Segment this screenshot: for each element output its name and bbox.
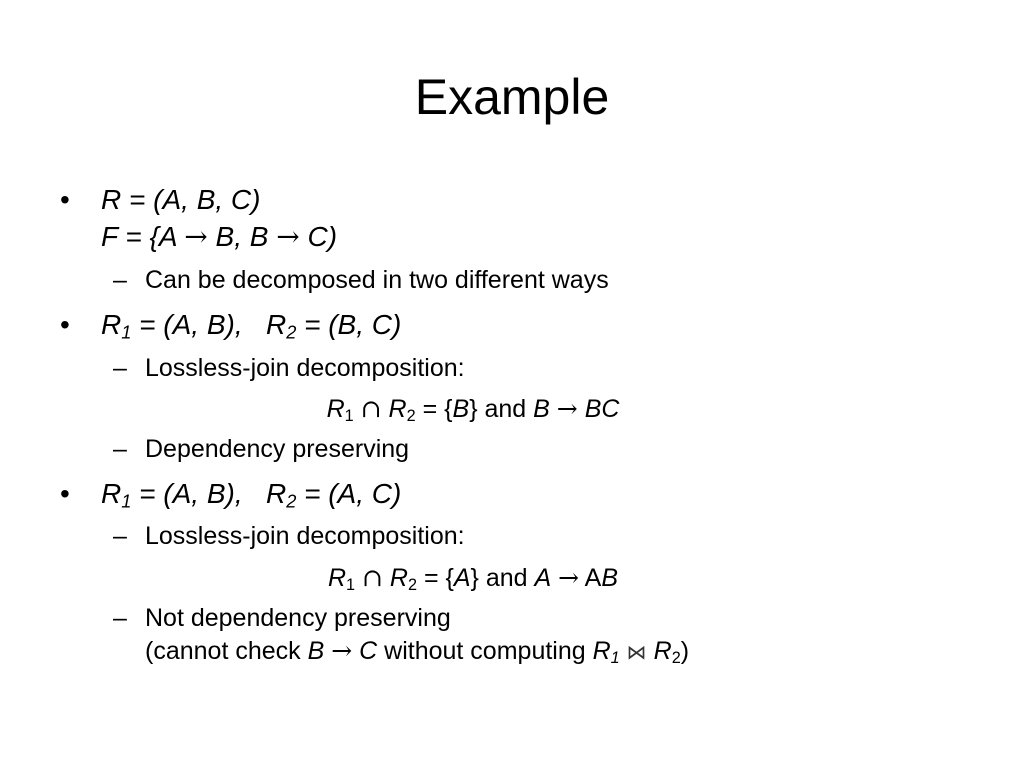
dash-marker: – (113, 435, 127, 463)
functional-dependencies (101, 220, 337, 254)
relation-r2-value: = (B, C) (296, 309, 402, 340)
relation-schema-text: R = (A, B, C) (101, 184, 261, 215)
brace-and: } and (470, 564, 535, 592)
slide-title: Example (414, 69, 610, 125)
fd-rhs: C (359, 637, 378, 665)
brace-and: } and (469, 395, 534, 423)
bullet-marker: • (60, 309, 70, 340)
fd-end: C) (307, 221, 338, 252)
common-attribute: A (453, 564, 471, 592)
subscript: 1 (610, 649, 620, 668)
lossless-join-label: Lossless-join decomposition: (145, 522, 465, 550)
relation-r1: R (327, 564, 346, 592)
arrow-icon: → (184, 220, 208, 253)
arrow-icon: → (556, 394, 578, 423)
note-middle: without computing (377, 637, 593, 665)
natural-join-icon: ⋈ (626, 640, 647, 664)
decomposition-note: Can be decomposed in two different ways (145, 266, 609, 294)
intersection-icon: ∩ (362, 563, 383, 592)
fd-rhs-italic: B (601, 564, 619, 592)
dependency-preserving-label: Dependency preserving (145, 435, 410, 463)
fd-middle: B, B (215, 221, 269, 252)
subscript: 1 (344, 407, 354, 426)
subscript: 1 (346, 576, 356, 595)
subscript: 2 (406, 407, 416, 426)
fd-prefix: F = {A (101, 221, 177, 252)
relation-r1: R (101, 309, 122, 340)
lossless-formula (0, 562, 946, 594)
lossless-join-label: Lossless-join decomposition: (145, 354, 465, 382)
arrow-icon: → (331, 636, 353, 665)
not-dependency-preserving-label: Not dependency preserving (145, 604, 451, 632)
lossless-formula (0, 393, 946, 425)
subscript: 2 (286, 491, 297, 512)
relation-r2: R (388, 395, 407, 423)
dash-marker: – (113, 266, 127, 294)
dependency-check-note (145, 635, 689, 668)
equals-brace: = { (417, 564, 454, 592)
fd-lhs: A (534, 564, 552, 592)
arrow-icon: → (276, 220, 300, 253)
relation-r2: R (265, 309, 287, 340)
bullet-marker: • (60, 478, 70, 509)
note-open: (cannot check (145, 637, 308, 665)
subscript: 1 (121, 491, 132, 512)
relation-schema (101, 183, 260, 217)
relation-r2: R (265, 478, 287, 509)
fd-rhs: BC (584, 395, 620, 423)
subscript: 2 (671, 649, 681, 668)
dash-marker: – (113, 522, 127, 550)
common-attribute: B (452, 395, 470, 423)
relation-r1-value: = (A, B), (131, 309, 266, 340)
bullet-marker: • (60, 184, 70, 215)
decomposition-2 (101, 477, 401, 511)
relation-r2-value: = (A, C) (296, 478, 402, 509)
subscript: 2 (407, 576, 418, 595)
relation-r1: R (101, 478, 122, 509)
relation-r2: R (389, 564, 408, 592)
intersection-icon: ∩ (360, 394, 382, 423)
dash-marker: – (113, 604, 127, 632)
relation-r1-value: = (A, B), (131, 478, 266, 509)
fd-rhs-plain: A (584, 564, 602, 592)
subscript: 1 (121, 322, 132, 343)
subscript: 2 (286, 322, 297, 343)
fd-lhs: B (533, 395, 550, 423)
dash-marker: – (113, 354, 127, 382)
arrow-icon: → (558, 563, 580, 592)
relation-r1: R (592, 637, 611, 665)
relation-r2: R (653, 637, 672, 665)
relation-r1: R (326, 395, 345, 423)
fd-lhs: B (307, 637, 325, 665)
note-close: ) (680, 637, 690, 665)
decomposition-1 (101, 308, 401, 342)
equals-brace: = { (415, 395, 453, 423)
